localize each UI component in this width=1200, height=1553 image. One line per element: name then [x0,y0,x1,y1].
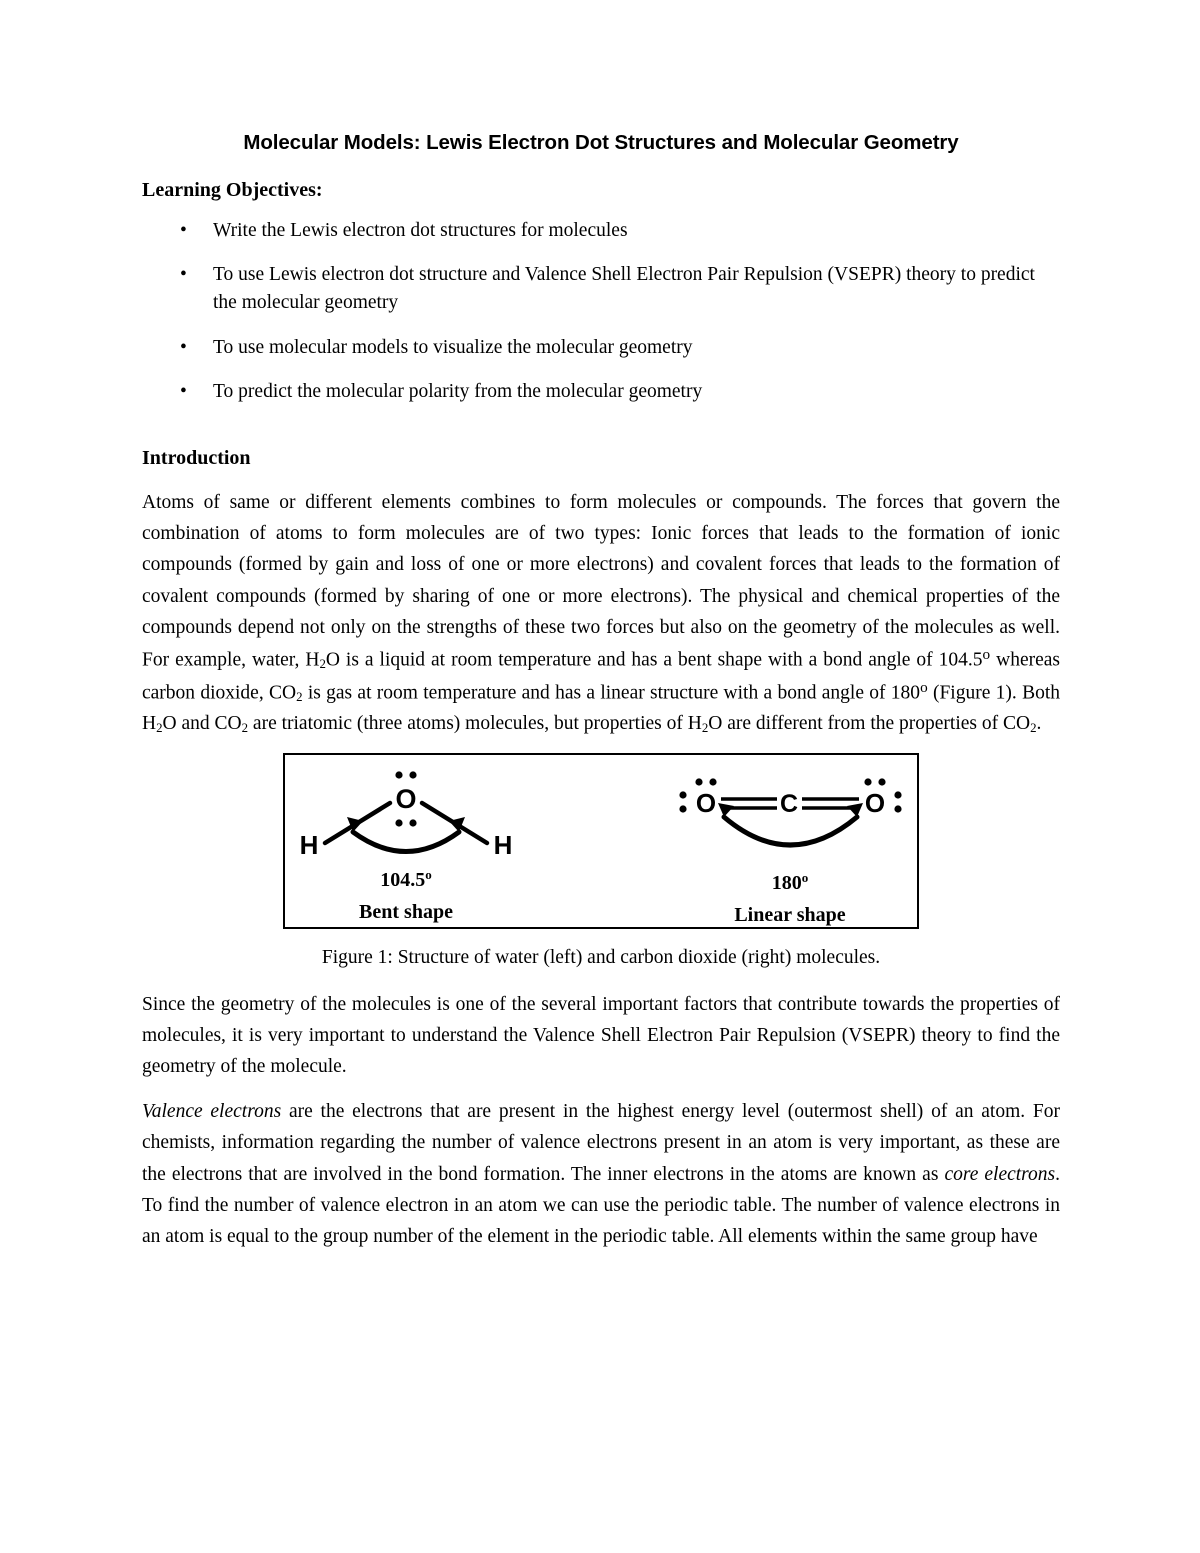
svg-text:O: O [695,788,717,819]
page-title: Molecular Models: Lewis Electron Dot Structures and Molecular Geometry [243,131,959,154]
list-item-label: Write the Lewis electron dot structures for molecules [213,219,628,241]
paragraph-text: O are different from the properties of CO [708,713,1031,735]
introduction-paragraph-1 [142,487,1060,739]
svg-text:104.5o: 104.5$^o$ [380,867,432,892]
figure-1-border-box [283,753,919,929]
subscript-2: 2 [296,689,303,704]
figure-1-container [142,753,1060,929]
subscript-2: 2 [156,720,163,735]
introduction-paragraph-3 [142,1096,1060,1252]
paragraph-text: O and CO [162,713,242,735]
introduction-heading: Introduction [142,447,251,470]
paragraph-text: is gas at room temperature and has a linear structure with a bond angle of 180 [302,681,921,703]
subscript-2: 2 [1030,720,1037,735]
svg-text:O: O [864,788,886,819]
paragraph-text: . To find the number of valence electron in an atom we can use the periodic table. The number of valence electrons in an atom is equal to the group number of the element in the periodic table. All elements within the same group have [142,1163,1060,1247]
italic-term-core-electrons: core electrons [944,1163,1056,1185]
learning-objectives-list [142,217,1060,406]
degree-symbol: o [920,678,928,696]
list-item-label: To use molecular models to visualize the molecular geometry [213,336,693,358]
paragraph-text: (Figure 1). Both H [142,681,1061,735]
svg-text:H: H [299,830,319,861]
bullet-icon: • [180,219,187,241]
list-item [142,217,1060,245]
list-item-label: To use Lewis electron dot structure and Valence Shell Electron Pair Repulsion (VSEPR) theory to predict the molecular geometry [213,264,1035,313]
svg-text:Linear shape: Linear shape [734,904,846,927]
learning-objectives-heading: Learning Objectives: [142,178,323,201]
italic-term-valence-electrons: Valence electrons [142,1101,282,1123]
list-item-label: To predict the molecular polarity from the molecular geometry [213,381,703,403]
subscript-2: 2 [701,720,709,735]
svg-text:180o: 180$^o$ [771,870,809,895]
paragraph-text: O is a liquid at room temperature and has a bent shape with a bond angle of 104.5 [325,649,983,671]
introduction-paragraph-2: Since the geometry of the molecules is one of the several important factors that contribute towards the properties of molecules, it is very important to understand the Valence Shell Electron Pair Repulsion (VSEPR) theory to find the geometry of the molecule. [142,993,1060,1077]
paragraph-text: whereas carbon dioxide, CO [142,649,1060,703]
bullet-icon: • [180,264,187,286]
list-item [142,261,1060,316]
document-content [142,130,1060,1266]
svg-text:H: H [493,830,513,861]
paragraph-text: . [1036,713,1042,735]
paragraph-text: are triatomic (three atoms) molecules, but properties of H [248,713,702,735]
list-item [142,334,1060,362]
svg-text:O: O [395,784,417,815]
paragraph-text: Atoms of same or different elements combines to form molecules or compounds. The forces that govern the combination of atoms to form molecules are of two types: Ionic forces that leads to the formation of ionic compounds (formed by gain and loss of one or more electrons) and covalent forces that leads to the formation of covalent compounds (formed by sharing of one or more electrons). The physical and chemical properties of the compounds depend not only on the strengths of these two forces but also on the geometry of the molecules as well. For example, water, H [142,492,1060,671]
paragraph-text: are the electrons that are present in the highest energy level (outermost shell) of an atom. For chemists, information regarding the number of valence electrons present in an atom is very important, as these are the electrons that are involved in the bond formation. The inner electrons in the atoms are known as [142,1101,1060,1185]
degree-symbol: o [982,646,991,663]
figure-1-caption: Figure 1: Structure of water (left) and carbon dioxide (right) molecules. [321,947,881,969]
section-spacer [142,406,1060,446]
bullet-icon: • [180,381,187,403]
subscript-2: 2 [319,657,326,672]
bullet-icon: • [180,336,187,358]
subscript-2: 2 [241,720,249,735]
svg-text:Bent shape: Bent shape [359,901,453,924]
figure-1-graphic [285,755,917,927]
list-item [142,378,1060,406]
svg-text:C: C [779,790,799,819]
